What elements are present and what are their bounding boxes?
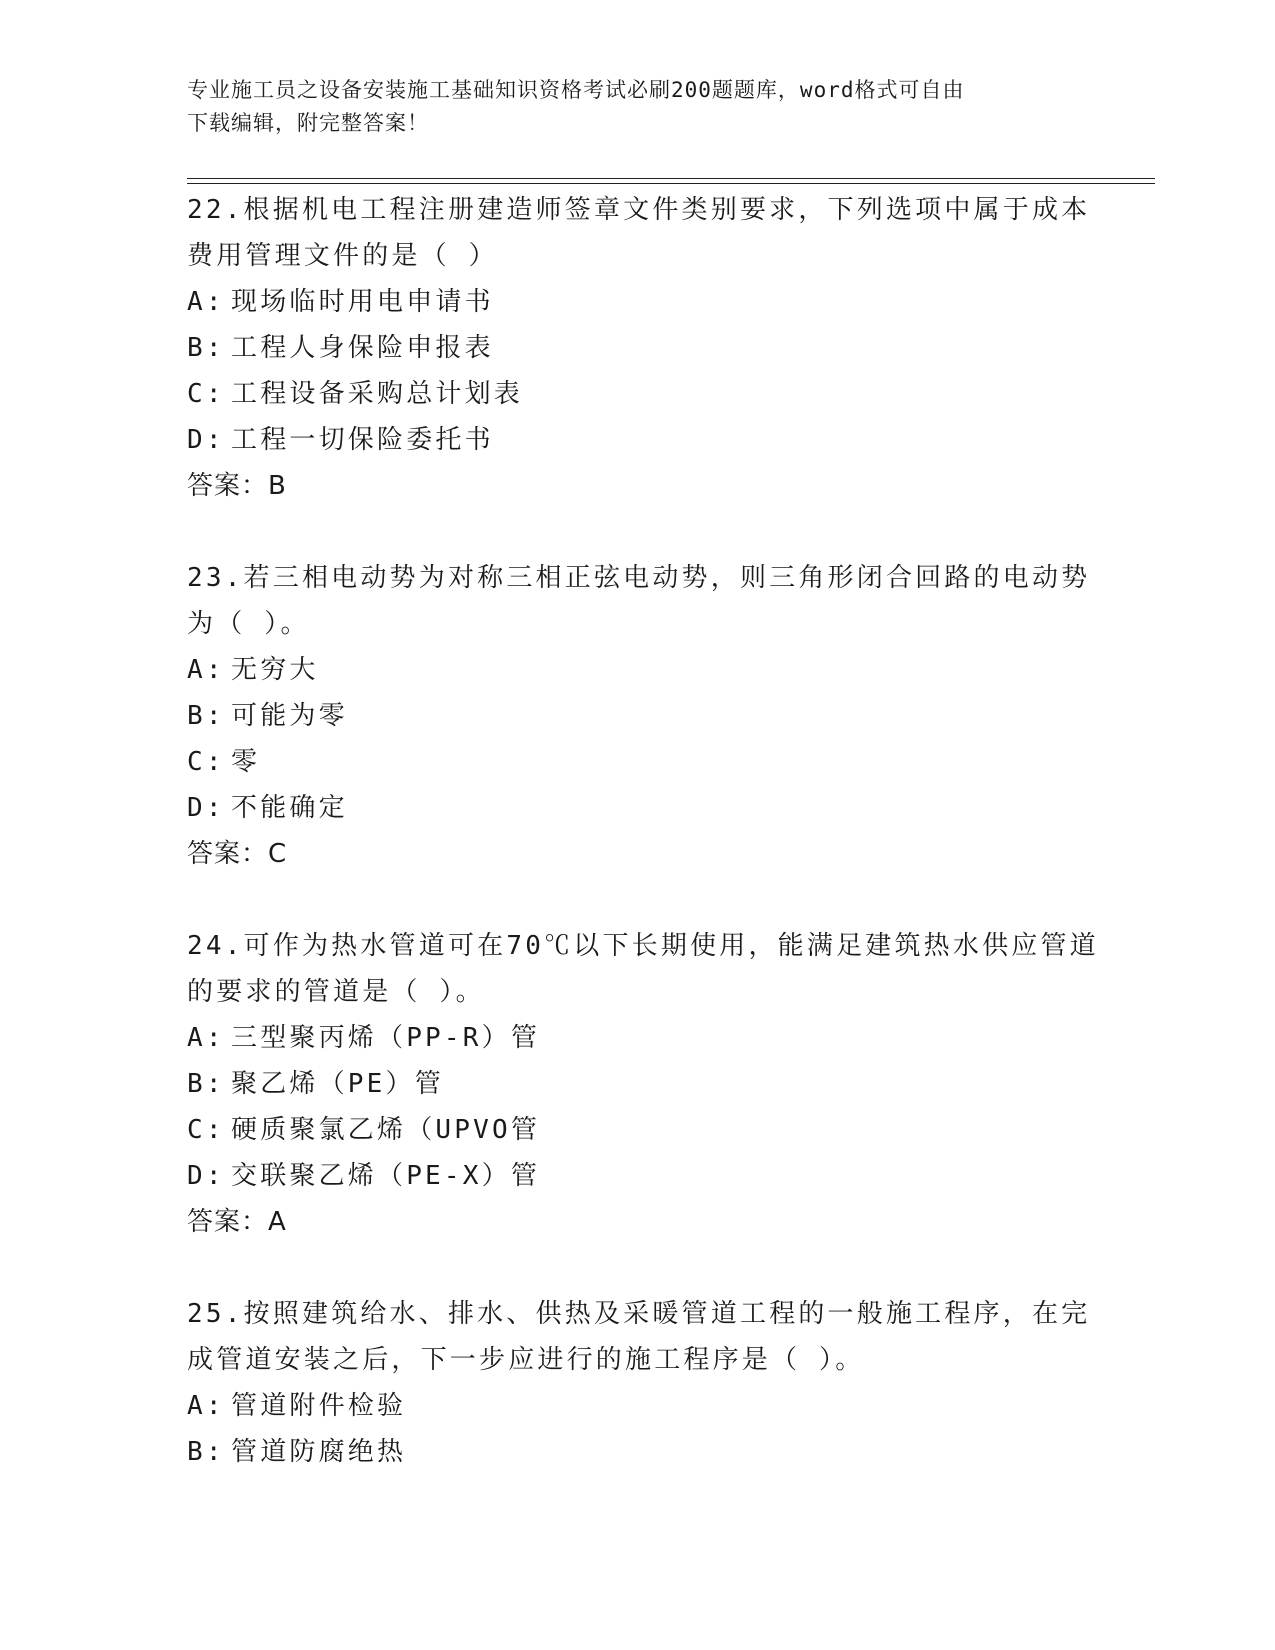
option-text: 聚乙烯（PE）管 [231,1069,444,1099]
option-text: 无穷大 [231,655,319,685]
option-b [187,325,1087,371]
question-stem-line: 24.可作为热水管道可在70℃以下长期使用，能满足建筑热水供应管道 [187,931,1099,961]
option-b [187,1061,1087,1107]
option-d [187,417,1087,463]
option-text: 硬质聚氯乙烯（UPVO管 [231,1115,541,1145]
question-25 [187,1291,1091,1475]
answer-line: 答案：B [187,471,287,501]
question-stem-line: 25.按照建筑给水、排水、供热及采暖管道工程的一般施工程序，在完 [187,1299,1091,1329]
option-letter: A: [187,655,225,685]
option-letter: D: [187,793,225,823]
option-letter: C: [187,379,225,409]
option-c [187,371,1087,417]
option-a [187,1015,1087,1061]
question-stem-line: 的要求的管道是（ ）。 [187,977,485,1007]
question-stem-line: 为（ ）。 [187,609,310,639]
option-letter: A: [187,287,225,317]
question-stem-line: 成管道安装之后，下一步应进行的施工程序是（ ）。 [187,1345,865,1375]
header-line-2: 下载编辑，附完整答案！ [187,111,429,135]
option-a [187,647,1087,693]
option-letter: D: [187,425,225,455]
option-letter: D: [187,1161,225,1191]
question-stem-line: 费用管理文件的是（ ） [187,241,498,271]
option-c [187,739,1087,785]
option-letter: A: [187,1023,225,1053]
option-b [187,1429,1087,1475]
answer-line: 答案：C [187,839,288,869]
question-23 [187,555,1091,877]
option-text: 可能为零 [231,701,348,731]
option-b [187,693,1087,739]
option-d [187,785,1087,831]
question-stem-line: 22.根据机电工程注册建造师签章文件类别要求，下列选项中属于成本 [187,195,1091,225]
option-c [187,1107,1087,1153]
option-letter: C: [187,747,225,777]
answer-line: 答案：A [187,1207,287,1237]
header-line-1: 专业施工员之设备安装施工基础知识资格考试必刷200题题库，word格式可自由 [187,78,965,102]
option-text: 零 [231,747,261,777]
option-text: 交联聚乙烯（PE-X）管 [231,1161,541,1191]
option-letter: C: [187,1115,225,1145]
header-rule-bottom [187,183,1155,184]
option-d [187,1153,1087,1199]
question-24 [187,923,1099,1245]
header-rule-top [187,178,1155,179]
option-text: 管道防腐绝热 [231,1437,407,1467]
option-text: 现场临时用电申请书 [231,287,494,317]
question-22 [187,187,1091,509]
option-text: 管道附件检验 [231,1391,407,1421]
option-text: 工程一切保险委托书 [231,425,494,455]
document-header-note [187,74,1067,140]
option-letter: B: [187,333,225,363]
question-list [187,187,1099,1521]
option-text: 工程设备采购总计划表 [231,379,524,409]
option-letter: A: [187,1391,225,1421]
option-text: 工程人身保险申报表 [231,333,494,363]
option-text: 不能确定 [231,793,348,823]
option-a [187,1383,1087,1429]
option-letter: B: [187,1437,225,1467]
question-stem-line: 23.若三相电动势为对称三相正弦电动势，则三角形闭合回路的电动势 [187,563,1091,593]
option-a [187,279,1087,325]
option-letter: B: [187,1069,225,1099]
option-text: 三型聚丙烯（PP-R）管 [231,1023,541,1053]
option-letter: B: [187,701,225,731]
